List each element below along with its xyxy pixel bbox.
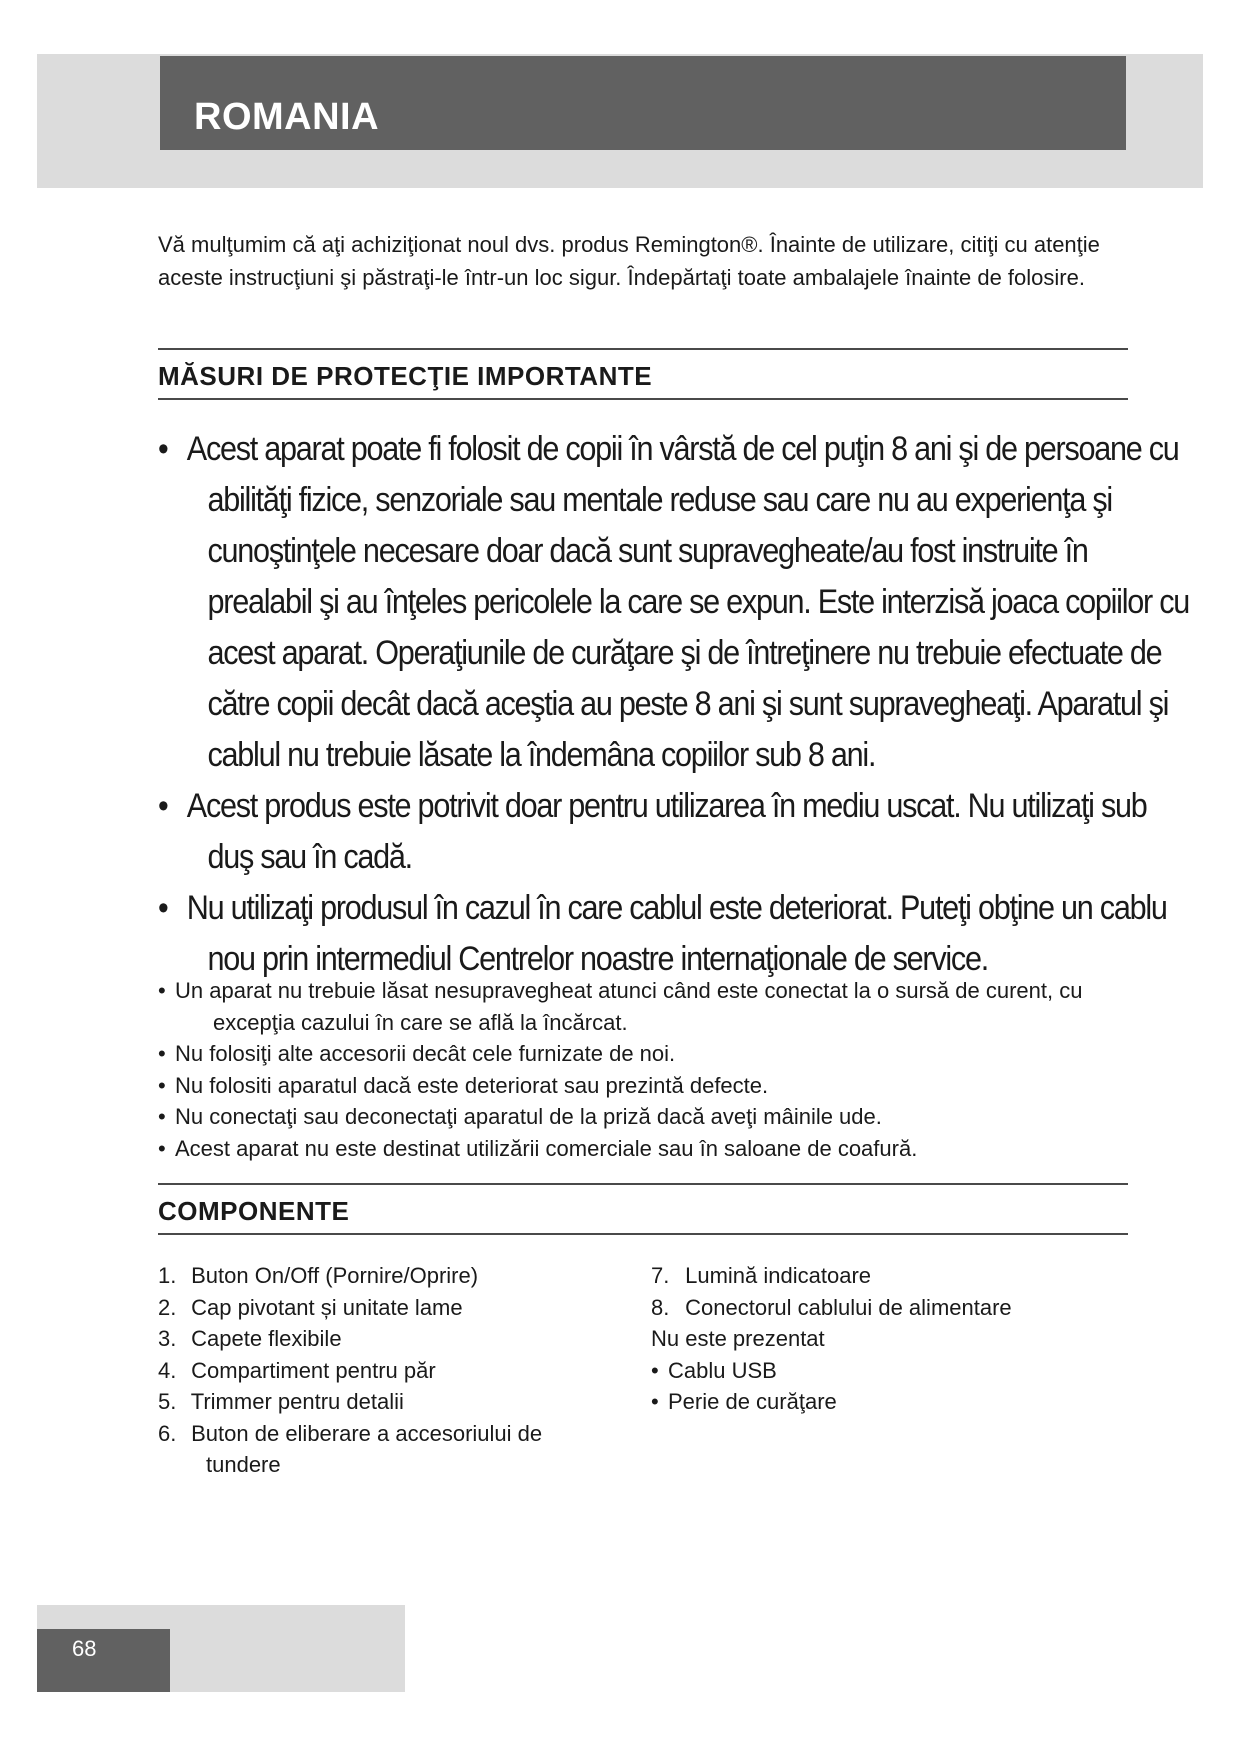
safety-heading: MĂSURI DE PROTECŢIE IMPORTANTE bbox=[158, 361, 653, 391]
list-item: • Acest aparat poate fi folosit de copii în vârstă de cel puţin 8 ani şi de persoane cu abilităţi fizice, senzoriale sau mentale reduse sau care nu au experienţa şi cunoştinţele necesare doar dacă sunt supravegheate/au fost instruite în prealabil şi au înţeles pericolele la care se expun. Este interzisă joaca copiilor cu acest aparat. Operaţiunile de curăţare şi de întreţinere nu trebuie efectuate de către copii decât dacă aceştia au peste 8 ani şi sunt supravegheaţi. Aparatul şi cablul nu trebuie lăsate la îndemâna copiilor sub 8 ani. bbox=[158, 424, 1198, 781]
list-item: 7. Lumină indicatoare bbox=[651, 1263, 872, 1288]
list-item: • Nu folositi aparatul dacă este deteriorat sau prezintă defecte. bbox=[158, 1070, 1138, 1102]
page-number: 68 bbox=[72, 1636, 97, 1661]
page-number-box bbox=[37, 1629, 170, 1692]
section-rule-bottom bbox=[158, 398, 1128, 400]
components-list-left bbox=[158, 1260, 608, 1481]
section-rule-bottom bbox=[158, 1233, 1128, 1235]
components-heading: COMPONENTE bbox=[158, 1196, 350, 1226]
list-item: 4. Compartiment pentru păr bbox=[158, 1357, 436, 1383]
section-rule-top bbox=[158, 348, 1128, 350]
intro-paragraph: Vă mulţumim că aţi achiziţionat noul dvs. produs Remington®. Înainte de utilizare, citiţi cu atenţie aceste instrucţiuni şi păstraţi-le într-un loc sigur. Îndepărtaţi toate ambalajele înainte de folosire. bbox=[158, 232, 1100, 290]
not-shown-label: Nu este prezentat bbox=[651, 1326, 825, 1351]
components-list-right bbox=[651, 1260, 1111, 1418]
page-title: ROMANIA bbox=[194, 96, 380, 138]
list-item: 2. Cap pivotant și unitate lame bbox=[158, 1294, 463, 1320]
list-item: 5. Trimmer pentru detalii bbox=[158, 1389, 404, 1414]
list-item: 3. Capete flexibile bbox=[158, 1326, 342, 1351]
safety-large-list bbox=[158, 424, 1189, 985]
list-item: • Perie de curăţare bbox=[651, 1386, 1111, 1418]
list-item: 8. Conectorul cablului de alimentare bbox=[651, 1294, 1012, 1320]
list-item: 6. Buton de eliberare a accesoriului de tundere bbox=[158, 1420, 543, 1477]
list-item: 1. Buton On/Off (Pornire/Oprire) bbox=[158, 1263, 479, 1288]
list-item: • Nu utilizaţi produsul în cazul în care cablul este deteriorat. Puteţi obţine un cablu nou prin intermediul Centrelor noastre internaţionale de service. bbox=[158, 883, 1198, 985]
list-item: • Acest produs este potrivit doar pentru utilizarea în mediu uscat. Nu utilizaţi sub duş sau în cadă. bbox=[158, 781, 1198, 883]
list-item: • Nu conectaţi sau deconectaţi aparatul de la priză dacă aveţi mâinile ude. bbox=[158, 1101, 1138, 1133]
safety-small-list bbox=[158, 975, 1138, 1164]
section-rule-top bbox=[158, 1183, 1128, 1185]
list-item: • Cablu USB bbox=[651, 1355, 1111, 1387]
list-item: • Acest aparat nu este destinat utilizării comerciale sau în saloane de coafură. bbox=[158, 1133, 1138, 1165]
list-item: • Nu folosiţi alte accesorii decât cele furnizate de noi. bbox=[158, 1038, 1138, 1070]
list-item: • Un aparat nu trebuie lăsat nesupravegheat atunci când este conectat la o sursă de curent, cu excepţia cazului în care se află la încărcat. bbox=[158, 975, 1138, 1038]
